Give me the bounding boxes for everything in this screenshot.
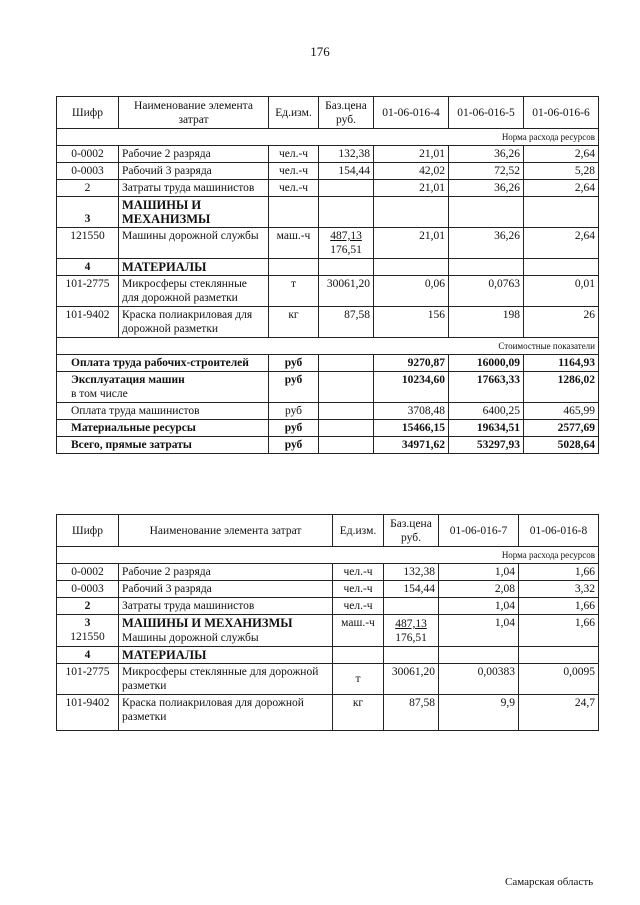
row-value: 1,66 xyxy=(519,598,599,615)
row-value: 3,32 xyxy=(519,581,599,598)
row-price xyxy=(319,228,374,259)
table-row xyxy=(57,598,599,615)
row-name: Рабочий 3 разряда xyxy=(119,581,333,598)
row-value: 0,0095 xyxy=(519,664,599,695)
row-value: 21,01 xyxy=(374,180,449,197)
table-row xyxy=(57,564,599,581)
table-row xyxy=(57,276,599,307)
table-row xyxy=(57,180,599,197)
row-value: 36,26 xyxy=(449,228,524,259)
cost-unit: руб xyxy=(269,355,319,372)
row-value: 0,00383 xyxy=(439,664,519,695)
cost-unit: руб xyxy=(269,403,319,420)
row-price: 30061,20 xyxy=(384,664,439,695)
table-row xyxy=(57,228,599,259)
row-unit: кг xyxy=(269,307,319,338)
row-value: 21,01 xyxy=(374,146,449,163)
norm-label: Норма расхода ресурсов xyxy=(57,129,599,146)
row-value: 5,28 xyxy=(524,163,599,180)
section-row-machines xyxy=(57,197,599,228)
row-name: Машины дорожной службы xyxy=(119,228,269,259)
cost-name-cell xyxy=(57,372,269,403)
header-unit: Ед.изм. xyxy=(269,97,319,129)
header-unit: Ед.изм. xyxy=(333,515,384,547)
table-row xyxy=(57,146,599,163)
section-code: 4 xyxy=(57,259,119,276)
row-value: 72,52 xyxy=(449,163,524,180)
row-unit: кг xyxy=(333,695,384,731)
row-name: Затраты труда машинистов xyxy=(119,180,269,197)
table-row xyxy=(57,664,599,695)
row-code: 121550 xyxy=(70,631,105,643)
section-title: МАШИНЫ И МЕХАНИЗМЫ xyxy=(119,197,269,228)
cost-value: 34971,62 xyxy=(374,437,449,454)
row-code: 101-9402 xyxy=(57,695,119,731)
resource-table-1 xyxy=(56,96,599,454)
cost-value: 1286,02 xyxy=(524,372,599,403)
header-col3: 01-06-016-6 xyxy=(524,97,599,129)
row-value: 26 xyxy=(524,307,599,338)
row-value: 1,66 xyxy=(519,564,599,581)
table-row xyxy=(57,581,599,598)
cost-value: 5028,64 xyxy=(524,437,599,454)
cost-value: 53297,93 xyxy=(449,437,524,454)
header-price: Баз.цена руб. xyxy=(319,97,374,129)
cost-value: 3708,48 xyxy=(374,403,449,420)
row-price: 154,44 xyxy=(319,163,374,180)
row-unit: маш.-ч xyxy=(333,615,384,647)
cost-row xyxy=(57,420,599,437)
row-name: Машины дорожной службы xyxy=(122,632,259,644)
row-name: Рабочие 2 разряда xyxy=(119,564,333,581)
section-row-materials xyxy=(57,259,599,276)
row-value: 24,7 xyxy=(519,695,599,731)
cost-value: 16000,09 xyxy=(449,355,524,372)
cost-name: Материальные ресурсы xyxy=(57,420,269,437)
row-value: 42,02 xyxy=(374,163,449,180)
row-value: 9,9 xyxy=(439,695,519,731)
cost-value: 6400,25 xyxy=(449,403,524,420)
cost-value: 9270,87 xyxy=(374,355,449,372)
row-code: 0-0003 xyxy=(57,163,119,180)
row-value: 0,0763 xyxy=(449,276,524,307)
table-row xyxy=(57,695,599,731)
section-row-materials xyxy=(57,647,599,664)
section-title: МАТЕРИАЛЫ xyxy=(119,259,269,276)
row-code: 121550 xyxy=(57,228,119,259)
header-price: Баз.цена руб. xyxy=(384,515,439,547)
header-col2: 01-06-016-8 xyxy=(519,515,599,547)
header-col1: 01-06-016-7 xyxy=(439,515,519,547)
row-price: 87,58 xyxy=(319,307,374,338)
row-code: 0-0003 xyxy=(57,581,119,598)
price-bottom: 176,51 xyxy=(395,632,427,644)
row-unit: чел.-ч xyxy=(269,180,319,197)
cost-row xyxy=(57,437,599,454)
row-price xyxy=(384,615,439,647)
row-value: 1,04 xyxy=(439,615,519,647)
row-unit: чел.-ч xyxy=(269,146,319,163)
row-value: 1,04 xyxy=(439,598,519,615)
header-code: Шифр xyxy=(57,97,119,129)
cost-sub: в том числе xyxy=(71,388,128,400)
row-value: 36,26 xyxy=(449,180,524,197)
cost-row xyxy=(57,355,599,372)
section-title: МАТЕРИАЛЫ xyxy=(119,647,333,664)
row-value: 1,66 xyxy=(519,615,599,647)
row-unit: т xyxy=(269,276,319,307)
row-code: 2 xyxy=(57,180,119,197)
row-unit: чел.-ч xyxy=(333,598,384,615)
cost-value: 10234,60 xyxy=(374,372,449,403)
row-value: 2,64 xyxy=(524,180,599,197)
row-unit: чел.-ч xyxy=(333,581,384,598)
cost-value: 465,99 xyxy=(524,403,599,420)
header-col1: 01-06-016-4 xyxy=(374,97,449,129)
cost-value: 1164,93 xyxy=(524,355,599,372)
cost-name: Эксплуатация машин xyxy=(71,374,185,386)
resource-table-2 xyxy=(56,514,599,731)
cost-row xyxy=(57,372,599,403)
cost-value: 19634,51 xyxy=(449,420,524,437)
row-price: 132,38 xyxy=(319,146,374,163)
norm-label: Норма расхода ресурсов xyxy=(57,547,599,564)
price-top: 487,13 xyxy=(330,230,362,242)
row-price: 87,58 xyxy=(384,695,439,731)
row-price: 132,38 xyxy=(384,564,439,581)
cost-unit: руб xyxy=(269,372,319,403)
row-unit: маш.-ч xyxy=(269,228,319,259)
row-code: 101-2775 xyxy=(57,276,119,307)
row-name: Микросферы стеклянные для дорожной разметки xyxy=(119,664,333,695)
row-name: Затраты труда машинистов xyxy=(119,598,333,615)
row-name: Рабочий 3 разряда xyxy=(119,163,269,180)
row-code: 101-2775 xyxy=(57,664,119,695)
table-row xyxy=(57,307,599,338)
footer-region: Самарская область xyxy=(505,876,594,888)
cost-name: Оплата труда машинистов xyxy=(57,403,269,420)
row-price: 30061,20 xyxy=(319,276,374,307)
row-price xyxy=(319,180,374,197)
row-value: 1,04 xyxy=(439,564,519,581)
row-value: 2,64 xyxy=(524,228,599,259)
row-name: Микросферы стеклянные для дорожной разметки xyxy=(119,276,269,307)
header-name: Наименование элемента затрат xyxy=(119,97,269,129)
row-value: 198 xyxy=(449,307,524,338)
table-header-row xyxy=(57,97,599,129)
row-code: 0-0002 xyxy=(57,146,119,163)
cost-value: 2577,69 xyxy=(524,420,599,437)
row-value: 0,01 xyxy=(524,276,599,307)
table-row xyxy=(57,163,599,180)
table-header-row xyxy=(57,515,599,547)
section-code: 4 xyxy=(57,647,119,664)
row-value: 0,06 xyxy=(374,276,449,307)
row-name: Рабочие 2 разряда xyxy=(119,146,269,163)
row-value: 2,64 xyxy=(524,146,599,163)
price-bottom: 176,51 xyxy=(330,244,362,256)
cost-name: Оплата труда рабочих-строителей xyxy=(57,355,269,372)
row-name: Краска полиакриловая для дорожной разметки xyxy=(119,307,269,338)
price-top: 487,13 xyxy=(395,618,427,630)
row-code: 2 xyxy=(57,598,119,615)
header-code: Шифр xyxy=(57,515,119,547)
section-code: 3 xyxy=(57,197,119,228)
section-row-machines xyxy=(57,615,599,647)
row-unit: т xyxy=(333,664,384,695)
row-name: Краска полиакриловая для дорожной разметки xyxy=(119,695,333,731)
section-cell xyxy=(119,615,333,647)
section-code-cell xyxy=(57,615,119,647)
row-unit: чел.-ч xyxy=(333,564,384,581)
row-price: 154,44 xyxy=(384,581,439,598)
row-value: 2,08 xyxy=(439,581,519,598)
page-number: 176 xyxy=(310,44,330,59)
cost-name: Всего, прямые затраты xyxy=(57,437,269,454)
cost-unit: руб xyxy=(269,437,319,454)
cost-value: 15466,15 xyxy=(374,420,449,437)
row-value: 156 xyxy=(374,307,449,338)
header-name: Наименование элемента затрат xyxy=(119,515,333,547)
header-col2: 01-06-016-5 xyxy=(449,97,524,129)
row-value: 21,01 xyxy=(374,228,449,259)
section-title: МАШИНЫ И МЕХАНИЗМЫ xyxy=(122,616,293,630)
row-value: 36,26 xyxy=(449,146,524,163)
row-code: 0-0002 xyxy=(57,564,119,581)
cost-unit: руб xyxy=(269,420,319,437)
cost-row xyxy=(57,403,599,420)
section-code: 3 xyxy=(84,617,91,629)
cost-value: 17663,33 xyxy=(449,372,524,403)
row-code: 101-9402 xyxy=(57,307,119,338)
cost-label: Стоимостные показатели xyxy=(57,338,599,355)
row-unit: чел.-ч xyxy=(269,163,319,180)
